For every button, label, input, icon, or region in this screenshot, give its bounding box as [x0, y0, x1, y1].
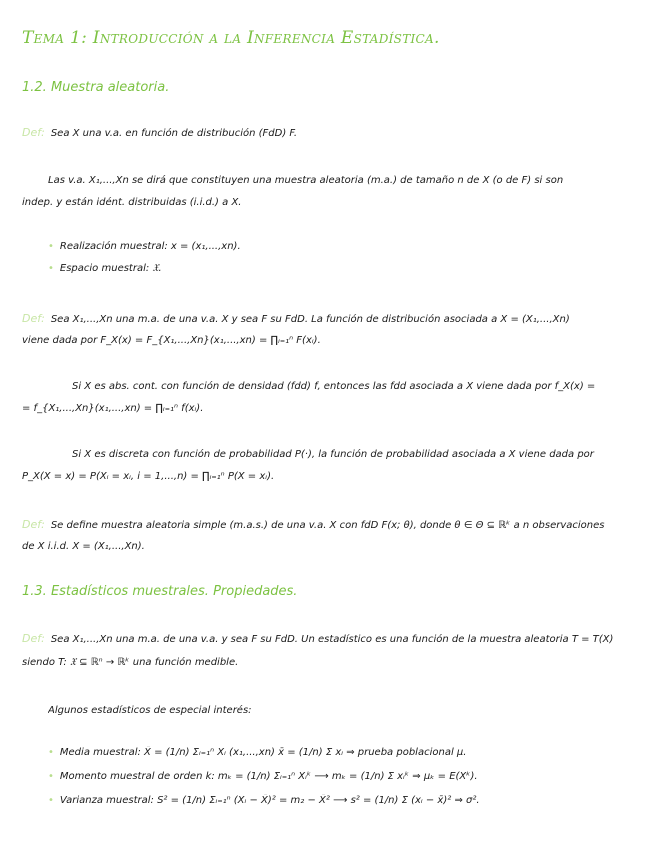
- definition-1: [22, 126, 638, 141]
- definition-4-line-1: [22, 632, 638, 647]
- bullet-sample-realization: [48, 240, 638, 254]
- paragraph-1-line-1: Las v.a. X₁,...,Xn se dirá que constituyen una muestra aleatoria (m.a.) de tamaño n de X (o de F) si son: [48, 175, 564, 186]
- def-tag: Def:: [22, 126, 45, 139]
- page-title: Tema 1: Introducción a la Inferencia Estadística.: [22, 28, 440, 48]
- discrete-case-line-2: P_X(X = x) = P(Xᵢ = xᵢ, i = 1,...,n) = ∏ᵢ₌₁ⁿ P(X = xᵢ).: [22, 471, 275, 482]
- definition-3-text: Se define muestra aleatoria simple (m.a.s.) de una v.a. X con fdD F(x; θ), donde θ ∈ Θ ⊆ ℝᵏ a n observaciones: [50, 520, 605, 531]
- bullet-sample-realization-text: Realización muestral: x = (x₁,...,xn).: [59, 241, 241, 252]
- continuous-case-line-2: = f_{X₁,...,Xn}(x₁,...,xn) = ∏ᵢ₌₁ⁿ f(xᵢ).: [22, 403, 204, 414]
- statistics-intro: Algunos estadísticos de especial interés:: [48, 705, 252, 716]
- section-heading-1-3: 1.3. Estadísticos muestrales. Propiedades.: [22, 584, 298, 599]
- section-heading-1-2: 1.2. Muestra aleatoria.: [22, 80, 170, 95]
- continuous-case-line-1: Si X es abs. cont. con función de densidad (fdd) f, entonces las fdd asociada a X viene dada por f_X(x) =: [72, 381, 596, 392]
- bullet-sample-mean: [48, 746, 638, 760]
- definition-1-text: Sea X una v.a. en función de distribución (FdD) F.: [50, 128, 298, 139]
- bullet-sample-moment-text: Momento muestral de orden k: mₖ = (1/n) Σᵢ₌₁ⁿ Xᵢᵏ ⟶ mₖ = (1/n) Σ xᵢᵏ ⇒ μₖ = E(Xᵏ).: [59, 771, 478, 782]
- definition-2-text: Sea X₁,...,Xn una m.a. de una v.a. X y sea F su FdD. La función de distribución asociada a X = (X₁,...,Xn): [50, 314, 570, 325]
- bullet-sample-variance-text: Varianza muestral: S² = (1/n) Σᵢ₌₁ⁿ (Xᵢ − X̄)² = m₂ − X̄² ⟶ s² = (1/n) Σ (xᵢ − x̄)² ⇒ σ².: [59, 795, 480, 806]
- bullet-sample-moment: [48, 770, 638, 784]
- discrete-case-line-1: Si X es discreta con función de probabilidad P(·), la función de probabilidad asociada a X viene dada por: [72, 449, 594, 460]
- definition-2-line-2: viene dada por F_X(x) = F_{X₁,...,Xn}(x₁,...,xn) = ∏ᵢ₌₁ⁿ F(xᵢ).: [22, 335, 321, 346]
- bullet-sample-mean-text: Media muestral: X̄ = (1/n) Σᵢ₌₁ⁿ Xᵢ (x₁,...,xn) x̄ = (1/n) Σ xᵢ ⇒ prueba poblacional μ.: [59, 747, 467, 758]
- bullet-sample-variance: [48, 794, 638, 808]
- bullet-sample-space: [48, 262, 638, 276]
- definition-2-line-1: [22, 312, 638, 327]
- bullet-sample-space-text: Espacio muestral: 𝔛.: [59, 263, 162, 274]
- def-tag: Def:: [22, 632, 45, 645]
- def-tag: Def:: [22, 312, 45, 325]
- definition-3-line-1: [22, 518, 638, 533]
- paragraph-1-line-2: indep. y están idént. distribuidas (i.i.d.) a X.: [22, 197, 242, 208]
- def-tag: Def:: [22, 518, 45, 531]
- definition-3-line-2: de X i.i.d. X = (X₁,...,Xn).: [22, 541, 145, 552]
- definition-4-text: Sea X₁,...,Xn una m.a. de una v.a. y sea F su FdD. Un estadístico es una función de la muestra aleatoria T = T(X): [50, 634, 614, 645]
- definition-4-line-2: siendo T: 𝔛 ⊆ ℝⁿ → ℝᵏ una función medible.: [22, 657, 239, 668]
